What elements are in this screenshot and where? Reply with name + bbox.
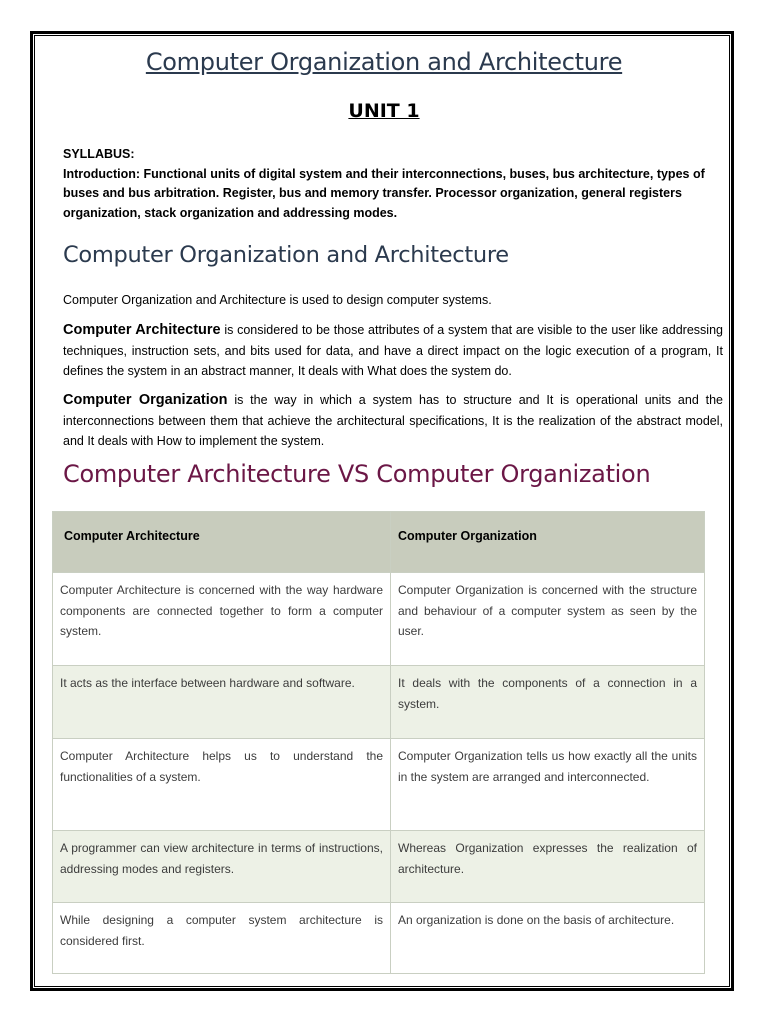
table-cell: A programmer can view architecture in terms of instructions, addressing modes and registers. — [53, 831, 391, 903]
organization-term: Computer Organization — [63, 392, 228, 408]
table-row — [53, 666, 705, 739]
table-cell: Computer Architecture helps us to understand the functionalities of a system. — [53, 739, 391, 831]
architecture-definition-text: is considered to be those attributes of a system that are visible to the user like addressing techniques, instruction sets, and bits used for data, and have a direct impact on the logic execution of a program, It defines the system in an abstract manner, It deals with What does the system do. — [63, 323, 723, 378]
intro-paragraph: Computer Organization and Architecture is used to design computer systems. — [63, 293, 492, 307]
table-cell: Whereas Organization expresses the realization of architecture. — [391, 831, 705, 903]
table-row — [53, 903, 705, 974]
table-cell: While designing a computer system architecture is considered first. — [53, 903, 391, 974]
organization-definition-text: is the way in which a system has to structure and It is operational units and the interconnections between them that achieve the architectural specifications, It is the realization of the abstract model, and It deals with How to implement the system. — [63, 393, 724, 448]
syllabus-block — [63, 145, 723, 223]
table-cell: It acts as the interface between hardware and software. — [53, 666, 391, 739]
comparison-table — [52, 511, 705, 974]
table-cell: Computer Organization tells us how exactly all the units in the system are arranged and interconnected. — [391, 739, 705, 831]
architecture-definition — [63, 320, 723, 382]
table-cell: Computer Architecture is concerned with the way hardware components are connected together to form a computer system. — [53, 573, 391, 666]
section-heading-vs: Computer Architecture VS Computer Organization — [63, 460, 651, 488]
syllabus-label: SYLLABUS: — [63, 147, 135, 161]
table-header-architecture: Computer Architecture — [53, 512, 391, 573]
section-heading-coa: Computer Organization and Architecture — [63, 242, 509, 268]
table-cell: An organization is done on the basis of architecture. — [391, 903, 705, 974]
table-cell: It deals with the components of a connection in a system. — [391, 666, 705, 739]
table-row — [53, 831, 705, 903]
table-row — [53, 573, 705, 666]
table-header-organization: Computer Organization — [391, 512, 705, 573]
table-cell: Computer Organization is concerned with the structure and behaviour of a computer system as seen by the user. — [391, 573, 705, 666]
table-header-row — [53, 512, 705, 573]
architecture-term: Computer Architecture — [63, 322, 221, 338]
organization-definition — [63, 390, 723, 452]
unit-title: UNIT 1 — [348, 100, 420, 122]
document-title: Computer Organization and Architecture — [145, 48, 623, 76]
table-row — [53, 739, 705, 831]
syllabus-text: Introduction: Functional units of digital system and their interconnections, buses, bus architecture, types of buses and bus arbitration. Register, bus and memory transfer. Processor organization, general registers organization, stack organization and addressing modes. — [63, 166, 705, 220]
